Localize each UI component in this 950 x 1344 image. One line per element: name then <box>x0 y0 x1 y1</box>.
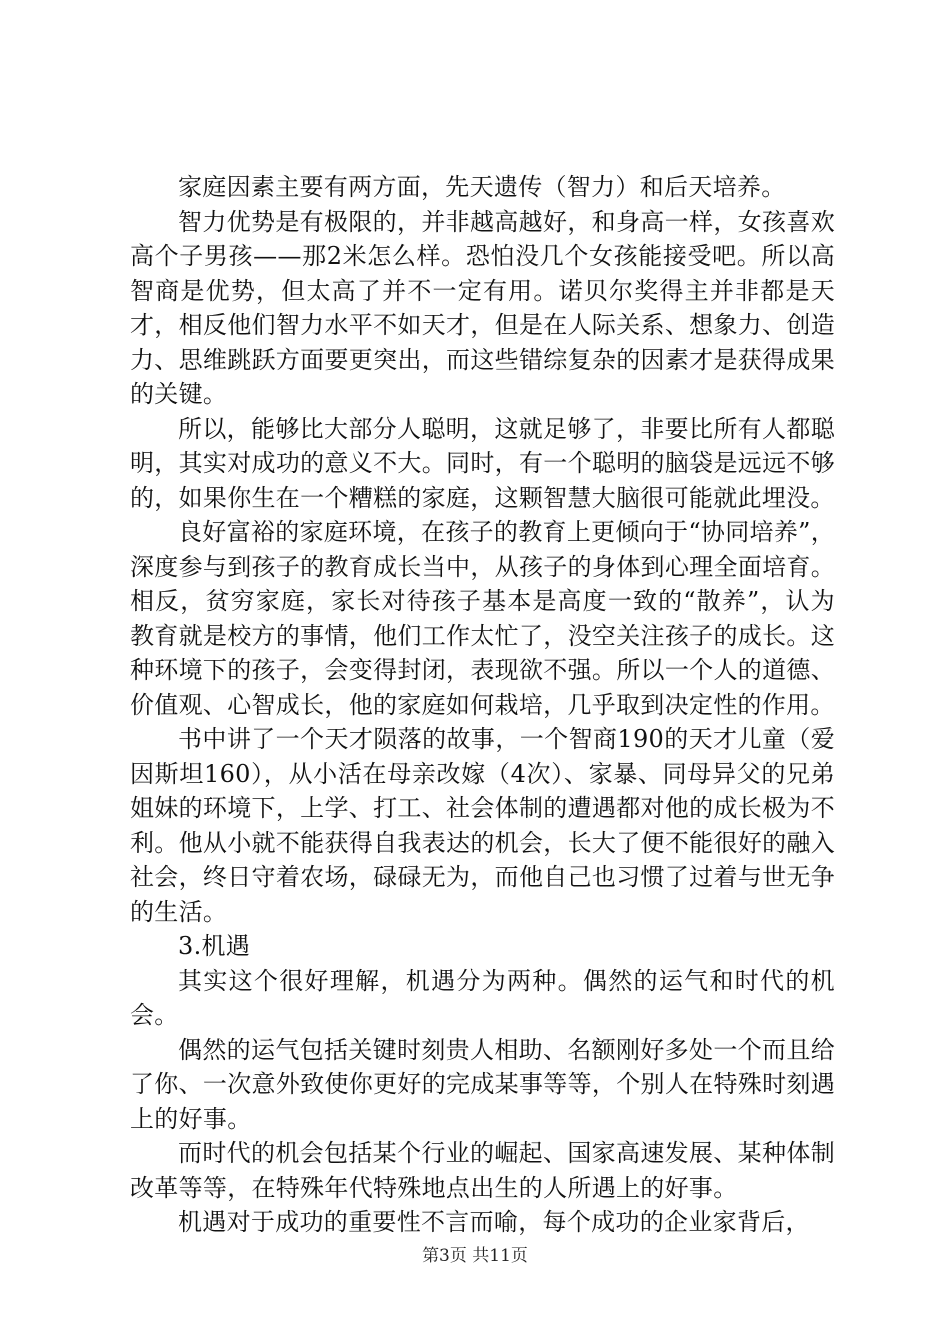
paragraph: 所以，能够比大部分人聪明，这就足够了，非要比所有人都聪明，其实对成功的意义不大。同时，有一个聪明的脑袋是远远不够的，如果你生在一个糟糕的家庭，这颗智慧大脑很可能就此埋没。 <box>130 414 835 512</box>
paragraph: 偶然的运气包括关键时刻贵人相助、名额刚好多处一个而且给了你、一次意外致使你更好的完成某事等等，个别人在特殊时刻遇上的好事。 <box>130 1035 835 1133</box>
paragraph: 而时代的机会包括某个行业的崛起、国家高速发展、某种体制改革等等，在特殊年代特殊地点出生的人所遇上的好事。 <box>130 1139 835 1202</box>
page-number: 第3页 共11页 <box>422 1246 528 1266</box>
paragraph: 家庭因素主要有两方面，先天遗传（智力）和后天培养。 <box>178 173 786 201</box>
document-body <box>130 170 835 1240</box>
section-heading: 3.机遇 <box>178 932 251 960</box>
paragraph: 其实这个很好理解，机遇分为两种。偶然的运气和时代的机会。 <box>130 966 835 1029</box>
page-footer <box>0 1246 950 1266</box>
paragraph: 良好富裕的家庭环境，在孩子的教育上更倾向于“协同培养”，深度参与到孩子的教育成长当中，从孩子的身体到心理全面培育。相反，贫穷家庭，家长对待孩子基本是高度一致的“散养”，认为教育就是校方的事情，他们工作太忙了，没空关注孩子的成长。这种环境下的孩子，会变得封闭，表现欲不强。所以一个人的道德、价值观、心智成长，他的家庭如何栽培，几乎取到决定性的作用。 <box>130 518 835 719</box>
paragraph: 智力优势是有极限的，并非越高越好，和身高一样，女孩喜欢高个子男孩——那2米怎么样。恐怕没几个女孩能接受吧。所以高智商是优势，但太高了并不一定有用。诺贝尔奖得主并非都是天才，相反他们智力水平不如天才，但是在人际关系、想象力、创造力、思维跳跃方面要更突出，而这些错综复杂的因素才是获得成果的关键。 <box>130 207 835 408</box>
paragraph: 机遇对于成功的重要性不言而喻，每个成功的企业家背后， <box>178 1208 810 1236</box>
paragraph: 书中讲了一个天才陨落的故事，一个智商190的天才儿童（爱因斯坦160），从小活在母亲改嫁（4次）、家暴、同母异父的兄弟姐妹的环境下，上学、打工、社会体制的遭遇都对他的成长极为不利。他从小就不能获得自我表达的机会，长大了便不能很好的融入社会，终日守着农场，碌碌无为，而他自己也习惯了过着与世无争的生活。 <box>130 725 835 926</box>
